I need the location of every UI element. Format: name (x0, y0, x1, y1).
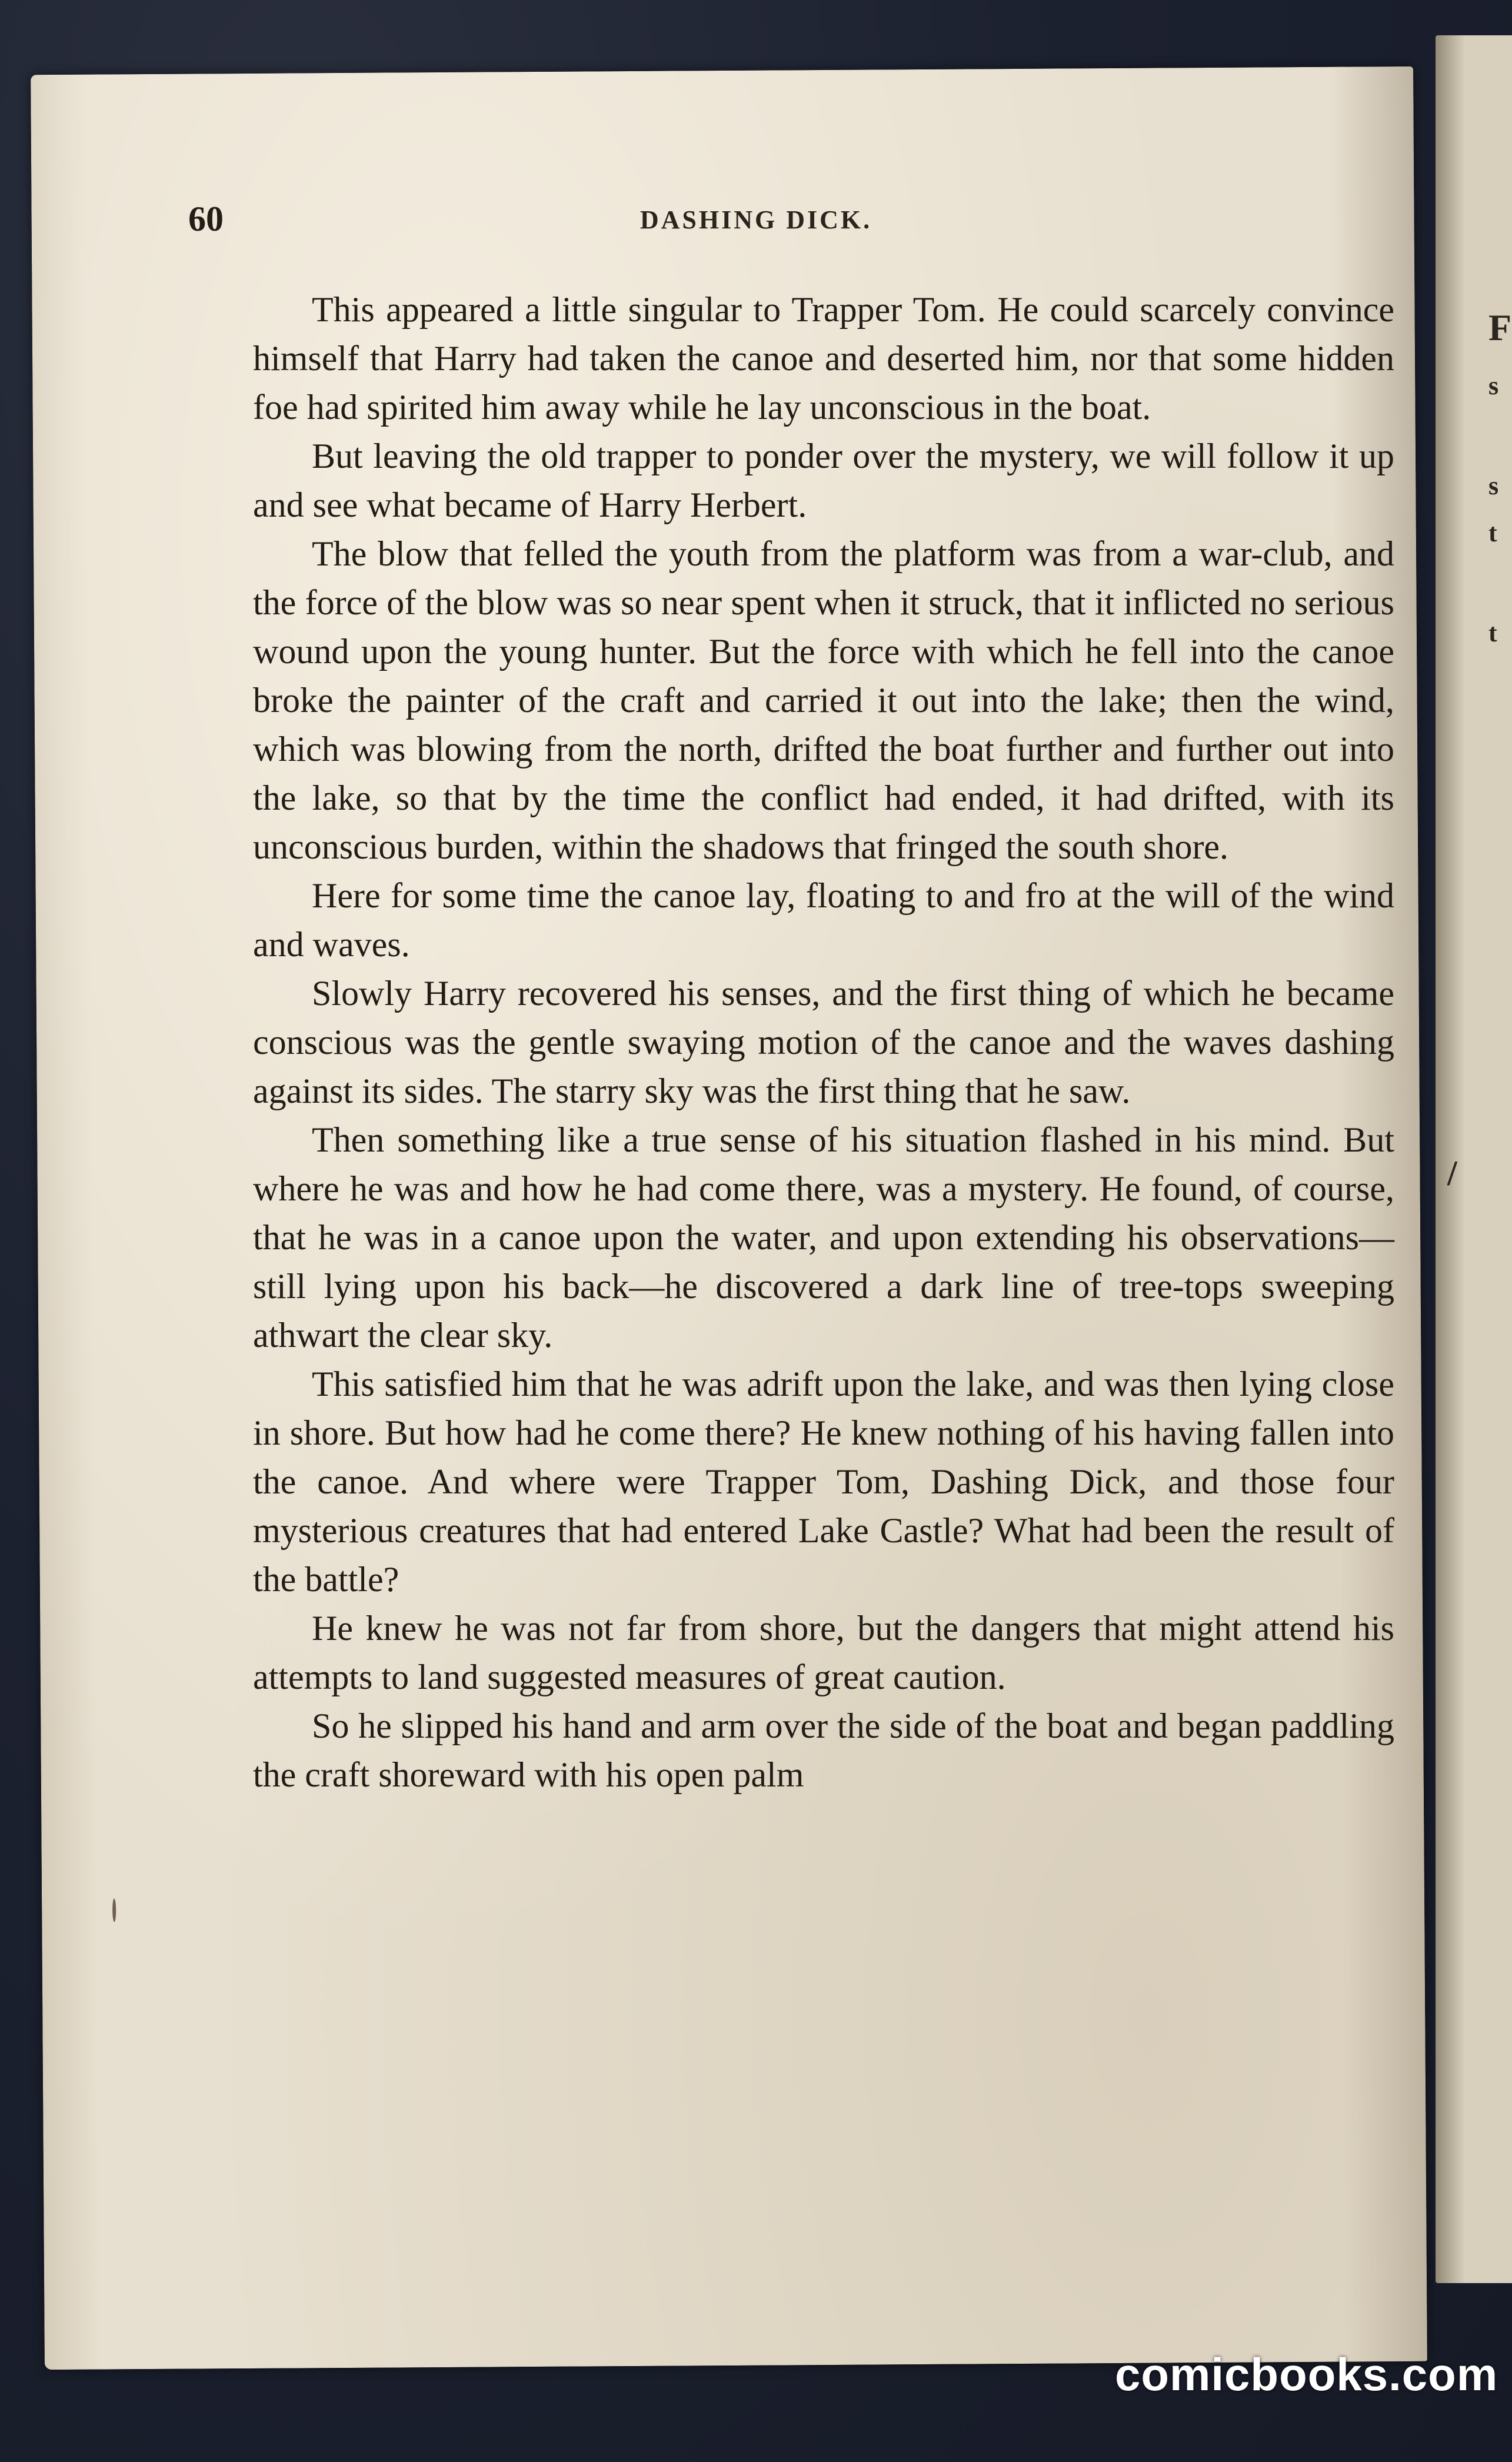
adjacent-page-fragment: / (1447, 1154, 1457, 1193)
paragraph: So he slipped his hand and arm over the side of the boat and began paddling the craft shoreward with his open palm (253, 1706, 1394, 1794)
watermark-text: comicbooks.com (1115, 2348, 1498, 2400)
ink-mark (112, 1898, 116, 1922)
running-head-title: DASHING DICK. (640, 205, 872, 234)
page-number: 60 (188, 199, 224, 238)
paragraph: Here for some time the canoe lay, floating to and fro at the will of the wind and waves. (253, 876, 1394, 964)
paragraph: Then something like a true sense of his situation flashed in his mind. But where he was and how he had come there, was a mystery. He found, of course, that he was in a canoe upon the water, and upon extending his observations—still lying upon his back—he discovered a dark line of tree-tops sweeping athwart the clear sky. (253, 1120, 1394, 1355)
adjacent-page-fragment: t (1488, 518, 1497, 547)
page-body-text (253, 285, 1394, 1799)
paragraph: This satisfied him that he was adrift upon the lake, and was then lying close in shore. But how had he come there? He knew nothing of his having fallen into the canoe. And where were Trapper Tom, Dashing Dick, and those four mysterious creatures that had entered Lake Castle? What had been the result of the battle? (253, 1365, 1394, 1599)
adjacent-page-fragment: t (1488, 618, 1497, 647)
adjacent-page-fragment: F (1488, 307, 1512, 348)
paragraph: The blow that felled the youth from the platform was from a war-club, and the force of the blow was so near spent when it struck, that it inflicted no serious wound upon the young hunter. But the force with which he fell into the canoe broke the painter of the craft and carried it out into the lake; then the wind, which was blowing from the north, drifted the boat further and further out into the lake, so that by the time the conflict had ended, it had drifted, with its unconscious burden, within the shadows that fringed the south shore. (253, 534, 1394, 866)
adjacent-page-fragment: s (1488, 471, 1499, 500)
adjacent-page-edge (1436, 35, 1512, 2283)
paragraph: Slowly Harry recovered his senses, and the first thing of which he became conscious was the gentle swaying motion of the canoe and the waves dashing against its sides. The starry sky was the first thing that he saw. (253, 974, 1394, 1110)
adjacent-page-fragment: s (1488, 371, 1499, 400)
paragraph: But leaving the old trapper to ponder over the mystery, we will follow it up and see what became of Harry Herbert. (253, 437, 1394, 524)
paragraph: This appeared a little singular to Trapper Tom. He could scarcely convince himself that Harry had taken the canoe and deserted him, nor that some hidden foe had spirited him away while he lay unconscious in the boat. (253, 290, 1394, 427)
paragraph: He knew he was not far from shore, but the dangers that might attend his attempts to land suggested measures of great caution. (253, 1609, 1394, 1696)
